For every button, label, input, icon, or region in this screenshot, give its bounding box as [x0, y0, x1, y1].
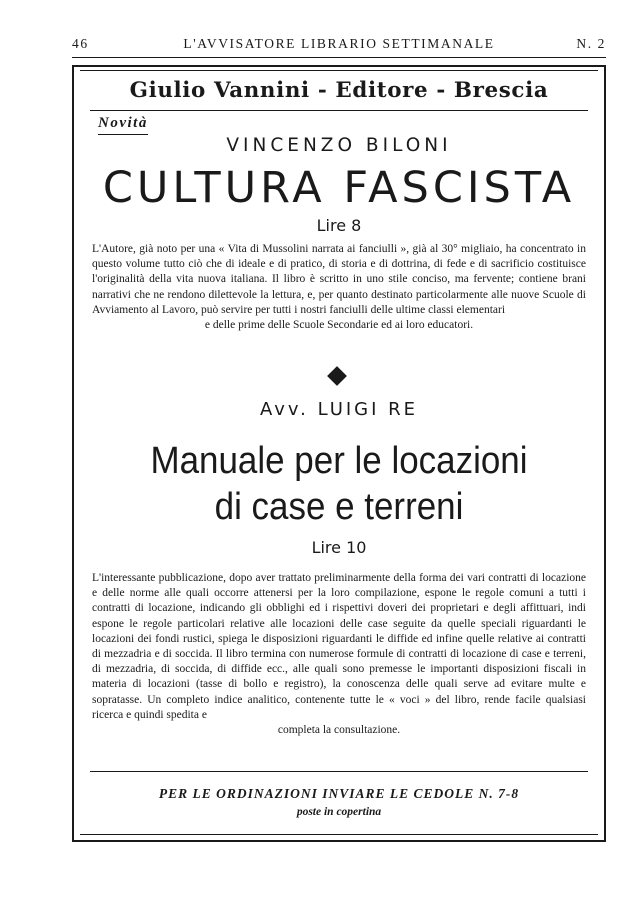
book2-title-line2: di case e terreni: [214, 486, 464, 528]
issue-number: N. 2: [576, 36, 606, 51]
book1-author: VINCENZO BILONI: [226, 135, 452, 156]
ordering-instructions: PER LE ORDINAZIONI INVIARE LE CEDOLE N. 7-8: [158, 786, 520, 801]
book2-description-body: L'interessante pubblicazione, dopo aver trattato preliminarmente della forma dei vari contratti di locazione e delle norme alle quali occorre attenersi per la loro compilazione, espone le regole comuni a tutti i contratti di locazione, indicando gli obblighi ed i rispettivi doveri dei proprietari e degli affittuari, indi espone le regole particolari relative alle locazioni delle case seguite da quelle speciali riguardanti le locazioni dei fondi rustici, spiega le disposizioni riguardanti le diffide ed infine quelle relative ai contratti di mezzadria e di soccida. Il libro termina con numerose formule di contratti di locazione di case e terreni, di mezzadria, di soccida, di diffide ecc., alle quali sono premesse le importanti disposizioni fiscali in materia di locazioni (tasse di bollo e registro), la conoscenza delle quali serve ad evitare multe e sopratasse. Un completo indice analitico, contenente tutte le « voci » del libro, rende facile qualsiasi ricerca e quindi spedita e: [92, 572, 586, 721]
running-header: [72, 36, 606, 54]
book2-author: Avv. LUIGI RE: [259, 399, 419, 420]
book2-title: [93, 438, 584, 530]
ordering-rule: [90, 771, 588, 772]
book2-description: [92, 571, 586, 738]
book2-title-line1: Manuale per le locazioni: [150, 440, 528, 482]
publisher-rule: [90, 110, 588, 111]
book2-price: Lire 10: [311, 538, 367, 557]
book1-price: Lire 8: [316, 216, 362, 235]
book1-description: [92, 242, 586, 333]
header-rule: [72, 57, 606, 58]
section-label: Novità: [98, 115, 148, 135]
book1-title: CULTURA FASCISTA: [102, 163, 576, 213]
ordering-note: poste in copertina: [296, 806, 382, 818]
publisher-name: Giulio Vannini - Editore - Brescia: [129, 77, 549, 102]
book2-description-last: completa la consultazione.: [277, 724, 401, 737]
page-number: 46: [72, 36, 89, 51]
book1-description-last: e delle prime delle Scuole Secondarie ed ai loro educatori.: [204, 319, 474, 332]
book1-description-body: L'Autore, già noto per una « Vita di Mussolini narrata ai fanciulli », già al 30° migliaio, ha concentrato in questo volume tutto ciò che di ideale e di pratico, di storia e di dottrina, di fede e di sacrificio costituisce l'originalità della vita nuova italiana. Il libro è scritto in uno stile conciso, ma fervente; contiene brani narrativi che ne rendono dilettevole la lettura, e, per quanto destinato particolarmente alle nuove Scuole di Avviamento al Lavoro, può servire per tutti i nostri fanciulli delle ultime classi elementari: [92, 243, 586, 316]
journal-title: L'AVVISATORE LIBRARIO SETTIMANALE: [183, 36, 495, 51]
